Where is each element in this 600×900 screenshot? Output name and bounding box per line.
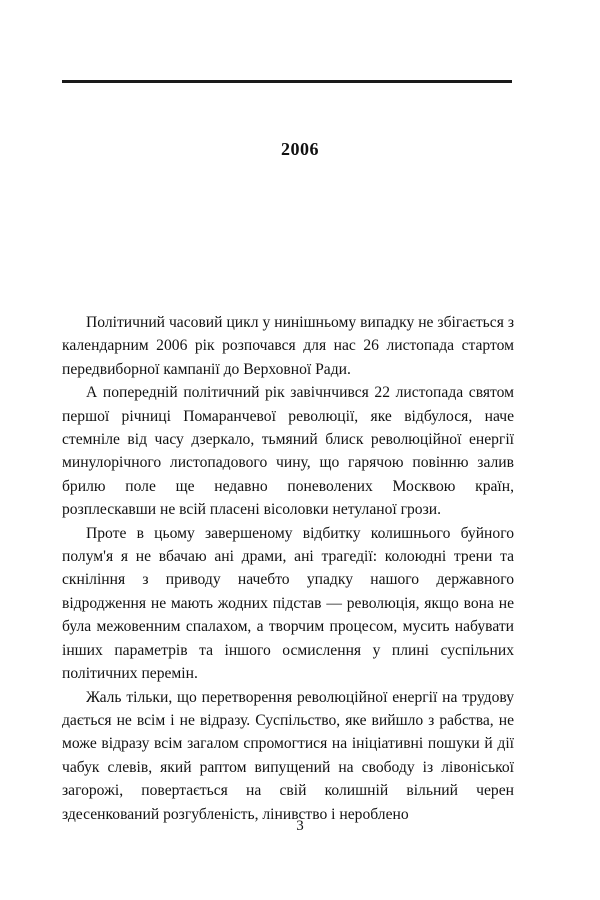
page-number: 3 bbox=[296, 818, 304, 834]
body-text bbox=[62, 311, 514, 826]
section-title: 2006 bbox=[281, 139, 319, 159]
header-rule bbox=[62, 80, 512, 83]
paragraph: Політичний часовий цикл у нинішньому випадку не збігається з календарним 2006 рік розпочався для нас 26 листопада стартом передвиборної кампанії до Верховної Ради. bbox=[62, 314, 514, 378]
paragraph: Жаль тільки, що перетворення революційної енергії на трудову дається не всім і не відразу. Суспільство, яке вийшло з рабства, не може відразу всім загалом спромогтися на ініціативні пошуки й дії чабук слевів, який раптом випущений на свободу із лівоніської загорожі, повертається на свій колишній вільний черен здесенкований розгубленість, лінивство і нероблено bbox=[62, 688, 514, 823]
paragraph: Проте в цьому завершеному відбитку колишнього буйного полум'я я не вбачаю ані драми, ані трагедії: колоюдні трени та скніління з приводу начебто упадку нашого державного відродження не мають жодних підстав — революція, якщо вона не була межовенним спалахом, а творчим процесом, мусить набувати інших параметрів та іншого осмислення у плині суспільних політичних перемін. bbox=[62, 524, 514, 683]
paragraph: А попередній політичний рік завічнчився 22 листопада святом першої річниці Помаранчевої революції, яке відбулося, наче стемніле від часу дзеркало, тьмяний блиск революційної енергії минулорічного листопадового чину, що гарячою повінню залив брилю поле ще недавно поневолених Москвою країн, розплескавши не всій пласені вісоловки нетуланої грози. bbox=[62, 384, 514, 519]
